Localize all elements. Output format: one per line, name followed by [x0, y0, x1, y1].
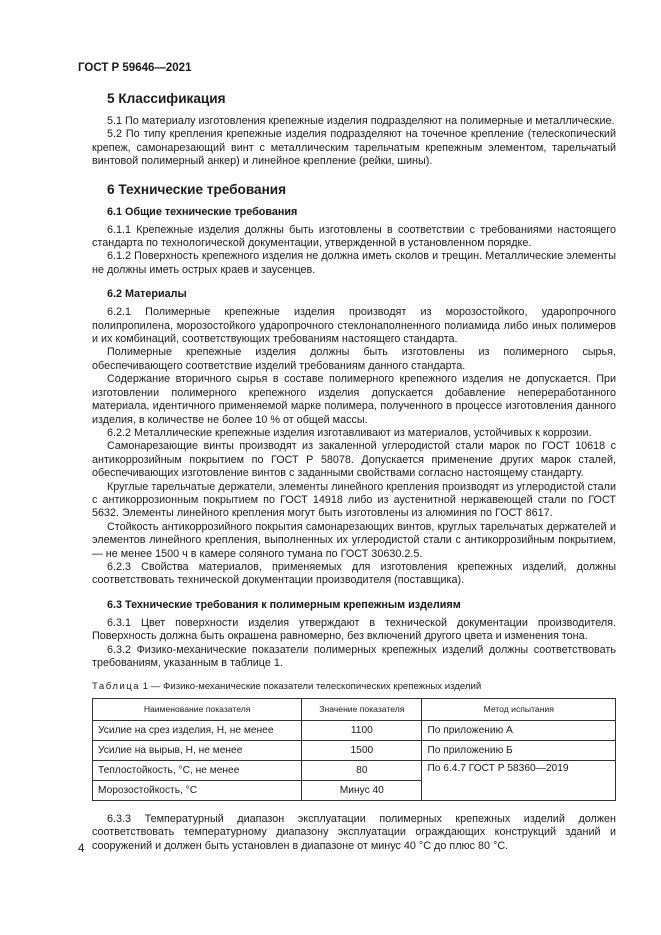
table-header-row	[93, 698, 616, 720]
paragraph: 6.2.1 Полимерные крепежные изделия производят из морозостойкого, ударопрочного полипропилена, морозостойкого ударопрочного стеклонаполненного полиамида либо иных полимеров и их комбинаций, соответствующих требованиям настоящего стандарта.	[92, 306, 616, 346]
paragraph: 6.1.1 Крепежные изделия должны быть изготовлены в соответствии с требованиями настоящего стандарта по технологической документации, утвержденной в установленном порядке.	[92, 223, 616, 250]
table-caption-label: Таблица	[92, 681, 141, 693]
table-cell: Минус 40	[302, 780, 422, 800]
table-cell: По приложению А	[422, 720, 616, 740]
paragraph: Самонарезающие винты производят из закаленной углеродистой стали марок по ГОСТ 10618 с антикоррозийным покрытием по ГОСТ Р 58078. Допускается применение других марок сталей, обеспечивающих изготовление винтов с заданными свойствами согласно настоящему стандарту.	[92, 440, 616, 480]
table-cell: Усилие на вырыв, Н, не менее	[93, 740, 302, 760]
column-header: Метод испытания	[422, 698, 616, 720]
paragraph: Содержание вторичного сырья в составе полимерного крепежного изделия не допускается. При изготовлении полимерного крепежного изделия допускается добавление непереработанного материала, идентичного применяемой марке полимера, полученного в процессе изготовления данного изделия, в количестве не более 10 % от общей массы.	[92, 373, 616, 426]
paragraph: Полимерные крепежные изделия должны быть изготовлены из полимерного сырья, обеспечивающего соответствие изделий требованиям данного стандарта.	[92, 346, 616, 372]
table-cell: По 6.4.7 ГОСТ Р 58360—2019	[422, 760, 616, 800]
table-caption	[92, 680, 616, 693]
subsection-6-3-title: 6.3 Технические требования к полимерным крепежным изделиям	[107, 598, 461, 611]
table-cell: 80	[302, 760, 422, 780]
document-id-header: ГОСТ Р 59646—2021	[78, 62, 192, 74]
paragraph: 6.2.2 Металлические крепежные изделия изготавливают из материалов, устойчивых к коррозии.	[107, 426, 592, 439]
paragraph: 5.1 По материалу изготовления крепежные изделия подразделяют на полимерные и металлические.	[107, 115, 615, 127]
paragraph: 6.2.3 Свойства материалов, применяемых для изготовления крепежных изделий, должны соответствовать технической документации производителя (поставщика).	[92, 560, 616, 587]
paragraph: 6.3.1 Цвет поверхности изделия утверждают в технической документации производителя. Поверхность должна быть окрашена равномерно, без включений другого цвета и изменения тона.	[92, 616, 616, 643]
section-6	[92, 182, 616, 853]
paragraph: Круглые тарельчатые держатели, элементы линейного крепления производят из углеродистой стали с антикоррозионным покрытием по ГОСТ 14918 либо из аустенитной нержавеющей стали по ГОСТ 5632. Элементы линейного крепления могут быть изготовлены из алюминия по ГОСТ 8617.	[92, 480, 616, 520]
column-header: Наименование показателя	[93, 698, 302, 720]
table-row	[93, 740, 616, 760]
table-caption-text: 1 — Физико-механические показатели телескопических крепежных изделий	[142, 681, 482, 693]
paragraph: Стойкость антикоррозийного покрытия самонарезающих винтов, круглых тарельчатых держателей и элементов линейного крепления, выполненных их углеродистой стали с антикоррозийным покрытием, — не менее 1500 ч в камере соляного тумана по ГОСТ 30630.2.5.	[92, 520, 616, 560]
paragraph: 6.3.2 Физико-механические показатели полимерных крепежных изделий должны соответствовать требованиям, указанным в таблице 1.	[92, 643, 616, 669]
table-cell: Теплостойкость, °С, не менее	[93, 760, 302, 780]
table-row	[93, 760, 616, 780]
properties-table	[92, 698, 616, 801]
section-5	[92, 91, 616, 169]
subsection-6-1-title: 6.1 Общие технические требования	[107, 205, 298, 218]
paragraph: 6.1.2 Поверхность крепежного изделия не должна иметь сколов и трещин. Металлические элементы не должны иметь острых краев и заусенцев.	[92, 250, 616, 276]
subsection-6-1	[92, 206, 616, 278]
column-header: Значение показателя	[302, 698, 422, 720]
subsection-6-3	[92, 599, 616, 853]
table-row	[93, 720, 616, 740]
section-6-title: 6 Технические требования	[107, 181, 287, 197]
document-body	[92, 91, 616, 866]
table-cell: Морозостойкость, °С	[93, 780, 302, 800]
paragraph: 5.2 По типу крепления крепежные изделия подразделяют на точечное крепление (телескопический крепеж, самонарезающий винт с металлическим тарельчатым крепежным элементом, тарельчатый винтовой полимерный анкер) и линейное крепление (рейки, шины).	[92, 128, 616, 168]
paragraph: 6.3.3 Температурный диапазон эксплуатации полимерных крепежных изделий должен соответствовать температурному диапазону эксплуатации ограждающих конструкций зданий и сооружений и должен быть установлен в диапазоне от минус 40 °С до плюс 80 °С.	[92, 812, 616, 852]
table-cell: Усилие на срез изделия, Н, не менее	[93, 720, 302, 740]
page-number: 4	[78, 843, 85, 855]
section-5-title: 5 Классификация	[107, 91, 226, 106]
subsection-6-2	[92, 288, 616, 588]
table-cell: 1100	[302, 720, 422, 740]
table-cell: По приложению Б	[422, 740, 616, 760]
table-cell: 1500	[302, 740, 422, 760]
subsection-6-2-title: 6.2 Материалы	[107, 288, 187, 301]
